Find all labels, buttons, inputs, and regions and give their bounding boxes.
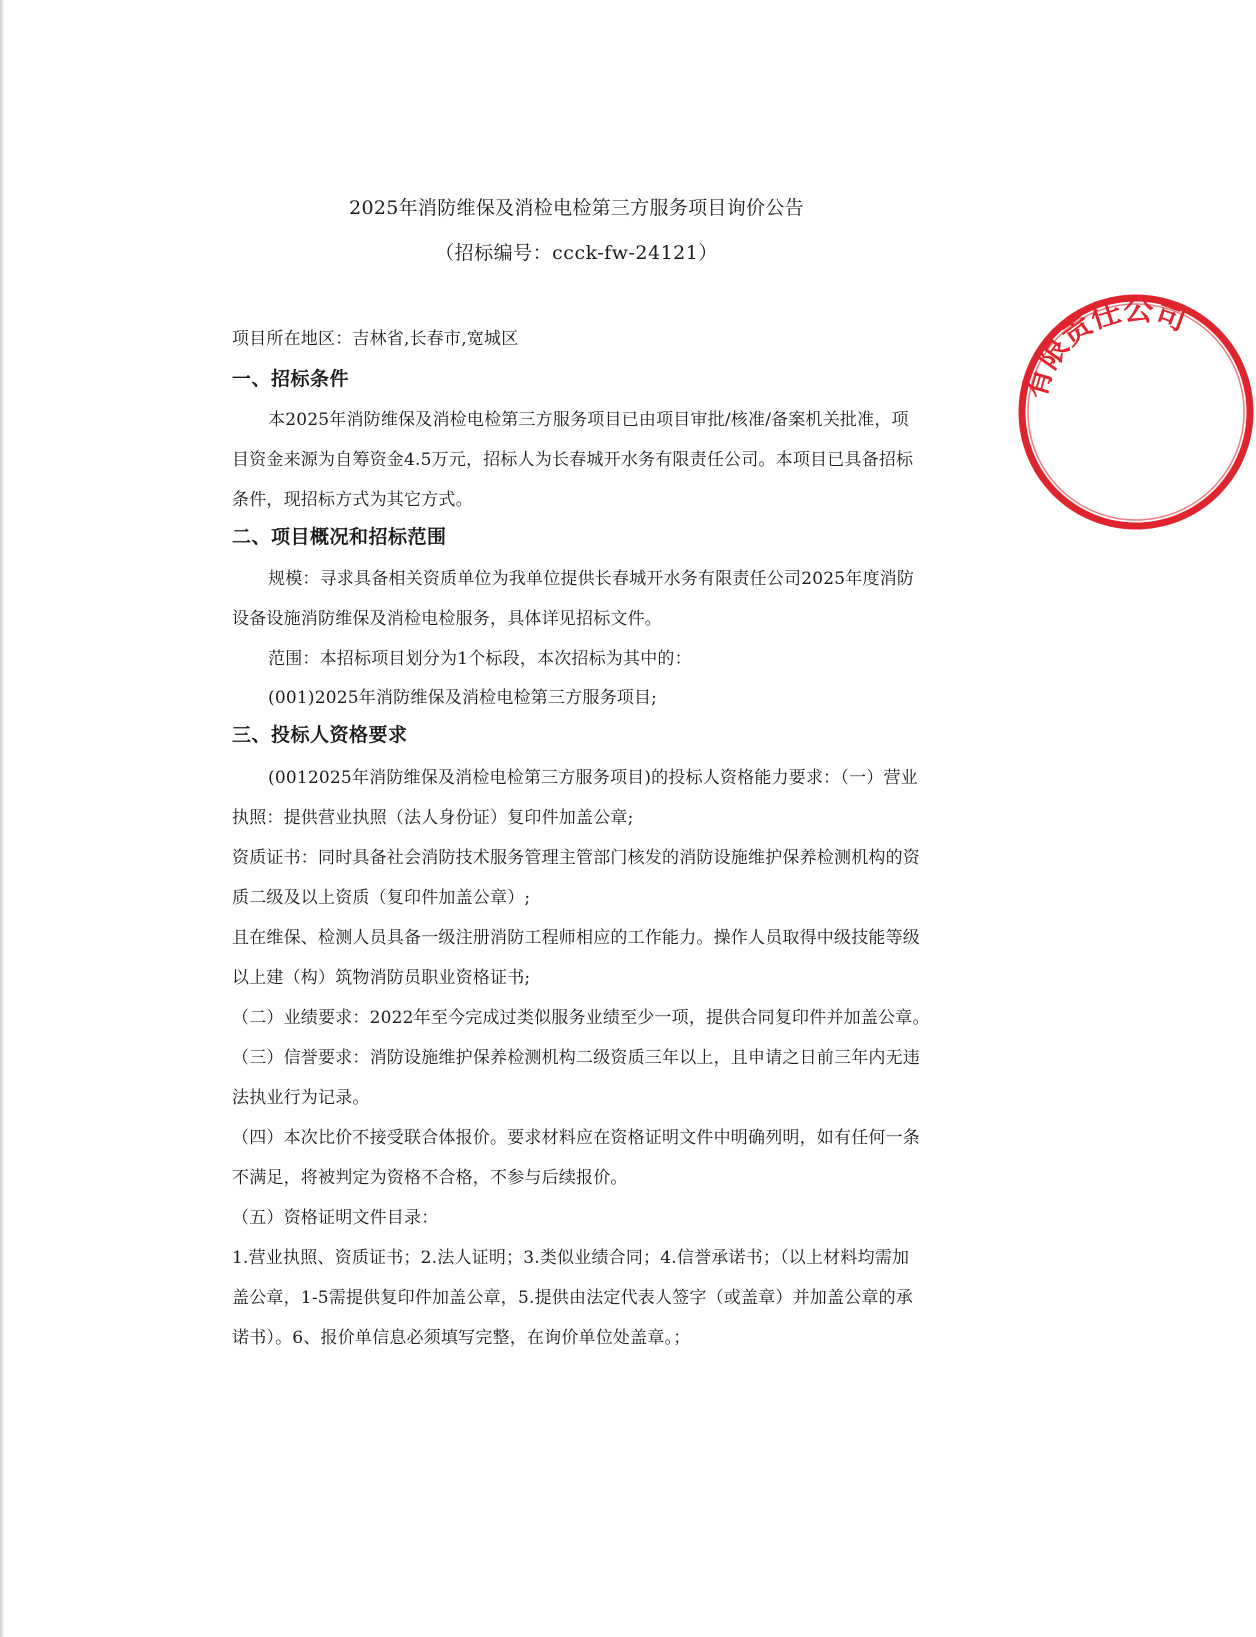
paragraph-line: 本2025年消防维保及消检电检第三方服务项目已由项目审批/核准/备案机关批准，项 bbox=[268, 410, 909, 430]
paragraph-line: （二）业绩要求：2022年至今完成过类似服务业绩至少一项，提供合同复印件并加盖公章。 bbox=[232, 1008, 930, 1028]
paragraph-line: 盖公章，1-5需提供复印件加盖公章，5.提供由法定代表人签字（或盖章）并加盖公章的承 bbox=[232, 1288, 913, 1308]
project-location: 项目所在地区：吉林省,长春市,宽城区 bbox=[232, 329, 519, 349]
paragraph-line: 执照：提供营业执照（法人身份证）复印件加盖公章; bbox=[232, 808, 634, 828]
paragraph-line: 规模：寻求具备相关资质单位为我单位提供长春城开水务有限责任公司2025年度消防 bbox=[268, 569, 915, 589]
paragraph-line: （四）本次比价不接受联合体报价。要求材料应在资格证明文件中明确列明，如有任何一条 bbox=[232, 1128, 920, 1148]
paragraph-line: 诺书）。6、报价单信息必须填写完整，在询价单位处盖章。； bbox=[232, 1328, 691, 1348]
paragraph-line: 目资金来源为自筹资金4.5万元，招标人为长春城开水务有限责任公司。本项目已具备招标 bbox=[232, 450, 914, 470]
paragraph-line: 法执业行为记录。 bbox=[232, 1088, 370, 1108]
paragraph-line: 不满足，将被判定为资格不合格，不参与后续报价。 bbox=[232, 1168, 628, 1188]
paragraph-line: 且在维保、检测人员具备一级注册消防工程师相应的工作能力。操作人员取得中级技能等级 bbox=[232, 928, 920, 948]
document-title: 2025年消防维保及消检电检第三方服务项目询价公告 bbox=[349, 197, 804, 219]
section-heading-3: 三、投标人资格要求 bbox=[232, 724, 408, 746]
tender-number: （招标编号：ccck-fw-24121） bbox=[435, 242, 718, 264]
paragraph-line: (0012025年消防维保及消检电检第三方服务项目)的投标人资格能力要求：（一）营业 bbox=[268, 768, 918, 788]
paragraph-line: 以上建（构）筑物消防员职业资格证书; bbox=[232, 968, 531, 988]
seal-text: 有限责任公司 bbox=[1017, 292, 1191, 403]
paragraph-line: 设备设施消防维保及消检电检服务，具体详见招标文件。 bbox=[232, 609, 662, 629]
paragraph-line: 资质证书：同时具备社会消防技术服务管理主管部门核发的消防设施维护保养检测机构的资 bbox=[232, 848, 920, 868]
section-heading-2: 二、项目概况和招标范围 bbox=[232, 526, 447, 548]
paragraph-line: (001)2025年消防维保及消检电检第三方服务项目; bbox=[268, 688, 658, 708]
section-heading-1: 一、招标条件 bbox=[232, 368, 350, 390]
paragraph-line: 范围：本招标项目划分为1个标段，本次招标为其中的： bbox=[268, 649, 692, 669]
paragraph-line: 1.营业执照、资质证书；2.法人证明；3.类似业绩合同；4.信誉承诺书；（以上材料均需加 bbox=[232, 1248, 910, 1268]
paragraph-line: 条件，现招标方式为其它方式。 bbox=[232, 490, 473, 510]
paragraph-line: 质二级及以上资质（复印件加盖公章）; bbox=[232, 888, 531, 908]
paragraph-line: （三）信誉要求：消防设施维护保养检测机构二级资质三年以上，且申请之日前三年内无违 bbox=[232, 1048, 920, 1068]
company-seal-stamp bbox=[1016, 292, 1256, 532]
paragraph-line: （五）资格证明文件目录： bbox=[232, 1208, 439, 1228]
